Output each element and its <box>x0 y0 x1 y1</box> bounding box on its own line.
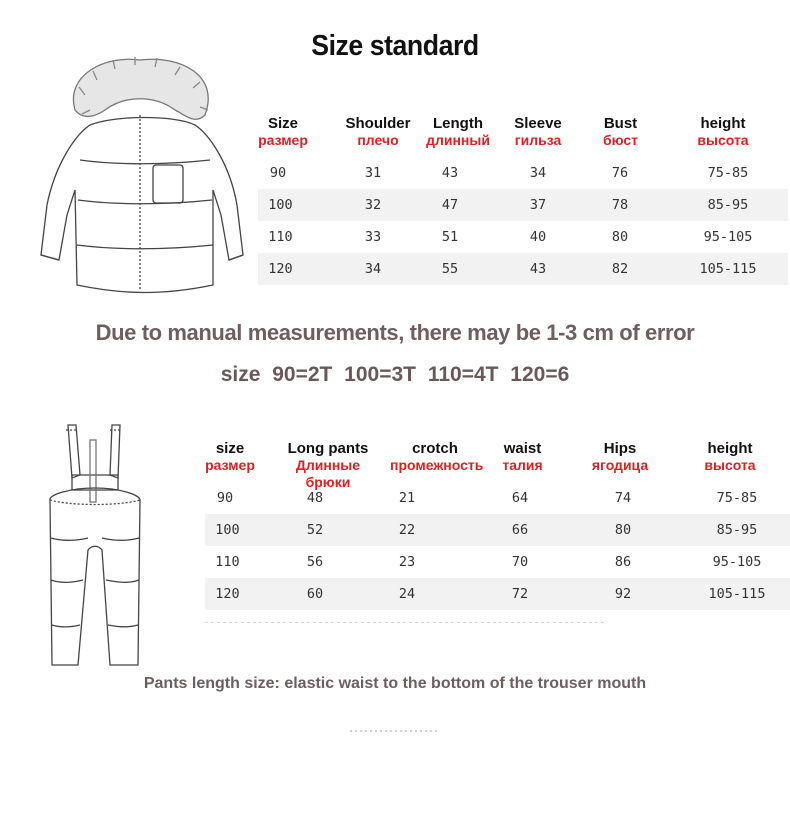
cell-height: 95-105 <box>703 229 753 245</box>
page-title: Size standard <box>311 30 479 62</box>
header-shoulder: Shoulder плечо <box>345 115 411 148</box>
table-row <box>258 189 788 221</box>
cell-length: 51 <box>441 229 459 245</box>
header-bust: Bust бюст <box>602 115 639 148</box>
cell-hips: 86 <box>614 554 632 570</box>
cell-crotch: 21 <box>398 490 416 506</box>
pants-illustration <box>40 420 150 670</box>
header-sleeve: Sleeve гильза <box>514 115 562 148</box>
cell-bust: 82 <box>611 261 629 277</box>
header-size: size размер <box>205 440 255 473</box>
cell-length: 43 <box>441 165 459 181</box>
cell-waist: 66 <box>511 522 529 538</box>
table-row <box>205 482 790 514</box>
size-conversion-note: size 90=2T 100=3T 110=4T 120=6 <box>220 363 570 386</box>
cell-sleeve: 34 <box>529 165 547 181</box>
cell-size: 100 <box>268 197 293 213</box>
table-row <box>205 546 790 578</box>
cell-sleeve: 37 <box>529 197 547 213</box>
cell-size: 120 <box>268 261 293 277</box>
cell-length: 47 <box>441 197 459 213</box>
cell-height: 85-95 <box>716 522 758 538</box>
header-height: height высота <box>704 440 756 473</box>
cell-size: 90 <box>216 490 234 506</box>
cell-size: 90 <box>269 165 287 181</box>
header-hips: Hips ягодица <box>591 440 649 473</box>
decorative-dots <box>350 730 440 732</box>
cell-height: 95-105 <box>712 554 762 570</box>
cell-bust: 76 <box>611 165 629 181</box>
header-crotch: crotch промежность <box>390 440 484 473</box>
header-size: Size размер <box>258 115 308 148</box>
table-header <box>258 115 788 157</box>
cell-long-pants: 56 <box>306 554 324 570</box>
cell-sleeve: 40 <box>529 229 547 245</box>
cell-height: 105-115 <box>708 586 766 602</box>
header-waist: waist талия <box>502 440 543 473</box>
table-row <box>205 514 790 546</box>
table-row <box>258 221 788 253</box>
cell-size: 120 <box>215 586 240 602</box>
header-height: height высота <box>697 115 749 148</box>
cell-size: 110 <box>268 229 293 245</box>
cell-hips: 80 <box>614 522 632 538</box>
header-length: Length длинный <box>426 115 490 148</box>
cell-height: 85-95 <box>707 197 749 213</box>
jacket-illustration <box>35 55 245 300</box>
cell-length: 55 <box>441 261 459 277</box>
cell-bust: 80 <box>611 229 629 245</box>
cell-waist: 70 <box>511 554 529 570</box>
cell-size: 100 <box>215 522 240 538</box>
table-row <box>258 157 788 189</box>
cell-height: 75-85 <box>707 165 749 181</box>
cell-height: 75-85 <box>716 490 758 506</box>
cell-shoulder: 31 <box>364 165 382 181</box>
header-long-pants: Long pants Длинные брюки <box>287 440 369 490</box>
cell-long-pants: 48 <box>306 490 324 506</box>
cell-size: 110 <box>215 554 240 570</box>
cell-shoulder: 33 <box>364 229 382 245</box>
cell-crotch: 24 <box>398 586 416 602</box>
table-row <box>258 253 788 285</box>
table-row <box>205 578 790 610</box>
cell-waist: 72 <box>511 586 529 602</box>
cell-crotch: 22 <box>398 522 416 538</box>
pants-length-note: Pants length size: elastic waist to the bottom of the trouser mouth <box>143 675 647 692</box>
cell-long-pants: 60 <box>306 586 324 602</box>
table-header <box>205 440 790 490</box>
table-divider <box>205 622 605 623</box>
cell-crotch: 23 <box>398 554 416 570</box>
cell-sleeve: 43 <box>529 261 547 277</box>
cell-long-pants: 52 <box>306 522 324 538</box>
cell-hips: 92 <box>614 586 632 602</box>
cell-bust: 78 <box>611 197 629 213</box>
cell-waist: 64 <box>511 490 529 506</box>
cell-shoulder: 32 <box>364 197 382 213</box>
pants-size-table <box>205 440 790 610</box>
measurement-error-note: Due to manual measurements, there may be 1-3 cm of error <box>95 320 695 345</box>
jacket-size-table <box>258 115 788 285</box>
cell-shoulder: 34 <box>364 261 382 277</box>
cell-height: 105-115 <box>699 261 757 277</box>
cell-hips: 74 <box>614 490 632 506</box>
